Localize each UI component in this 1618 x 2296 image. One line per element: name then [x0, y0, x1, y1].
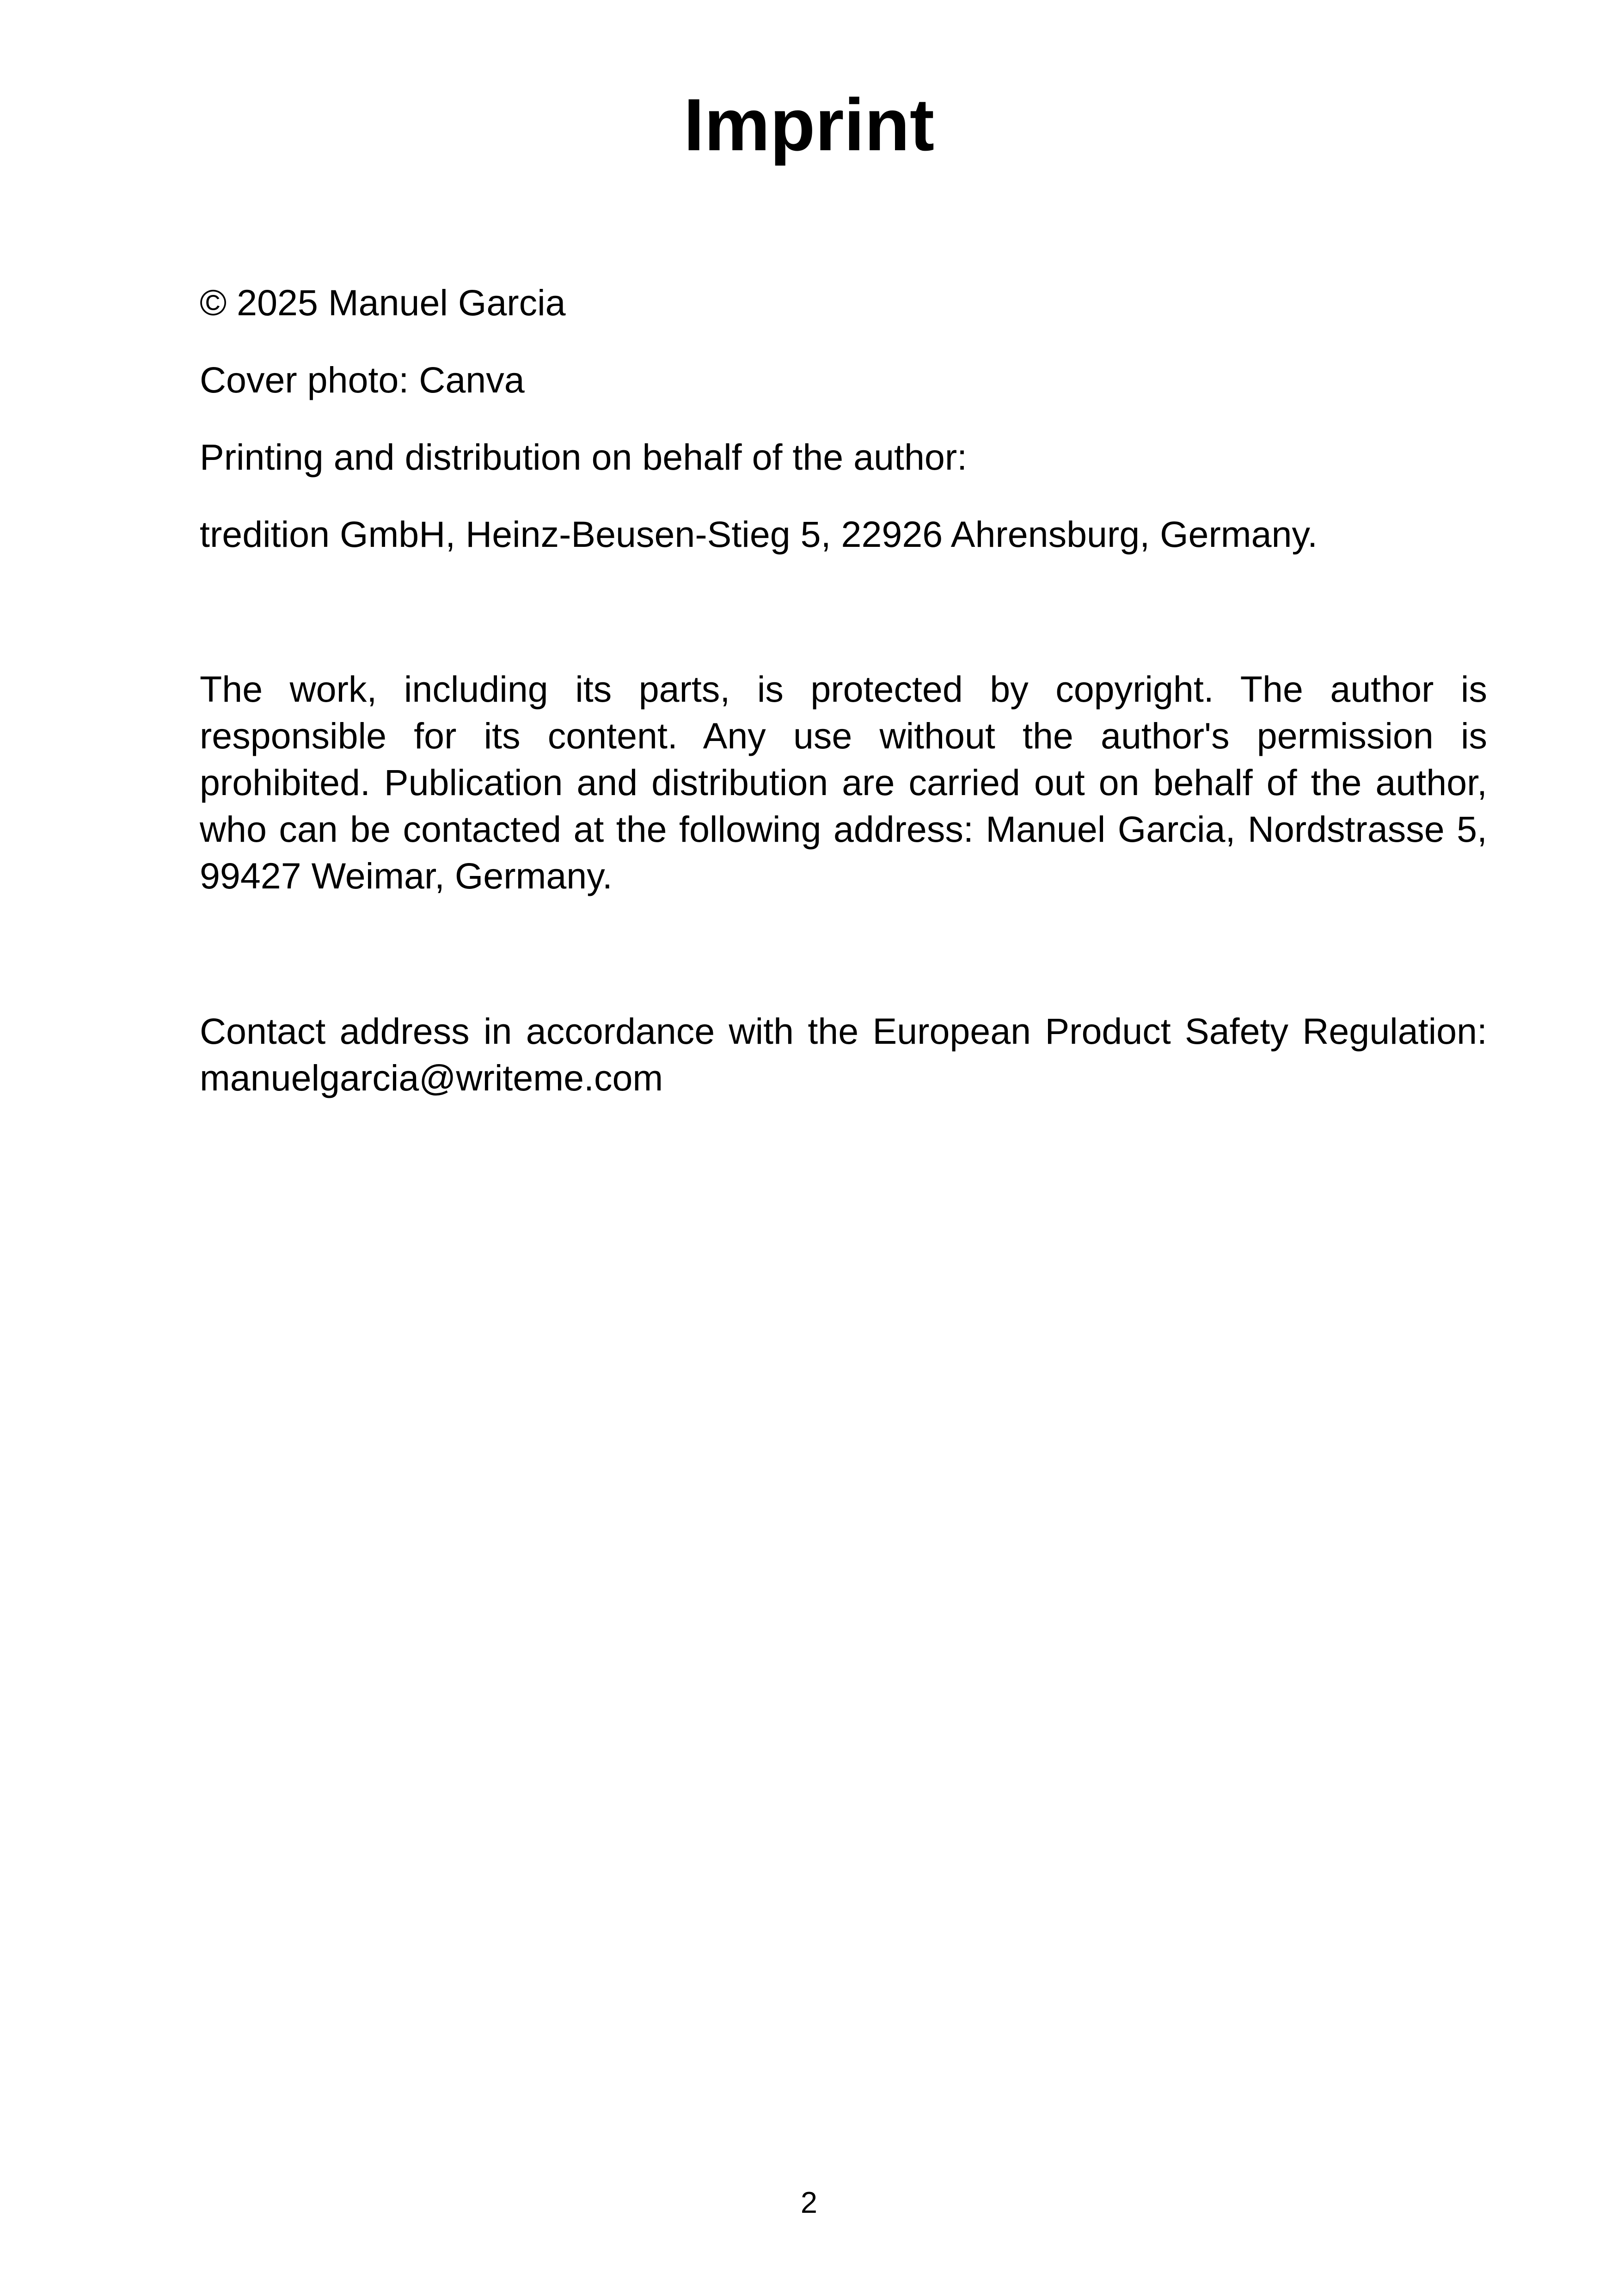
- copyright-line: © 2025 Manuel Garcia: [200, 282, 566, 323]
- publisher-address: tredition GmbH, Heinz-Beusen-Stieg 5, 22926 Ahrensburg, Germany.: [200, 514, 1318, 555]
- page-title: Imprint: [683, 83, 935, 166]
- page-number: 2: [800, 2186, 818, 2219]
- printing-distribution-line: Printing and distribution on behalf of the author:: [200, 436, 968, 478]
- copyright-notice-paragraph: The work, including its parts, is protected by copyright. The author is responsible for its content. Any use without the author's permission is prohibited. Publication and distribution are carried out on behalf of the author, who can be contacted at the following address: Manuel Garcia, Nordstrasse 5, 99427 Weimar, Germany.: [200, 668, 1487, 896]
- cover-photo-credit: Cover photo: Canva: [200, 359, 525, 400]
- product-safety-contact-paragraph: Contact address in accordance with the European Product Safety Regulation: manuelgarcia@writeme.com: [200, 1010, 1487, 1098]
